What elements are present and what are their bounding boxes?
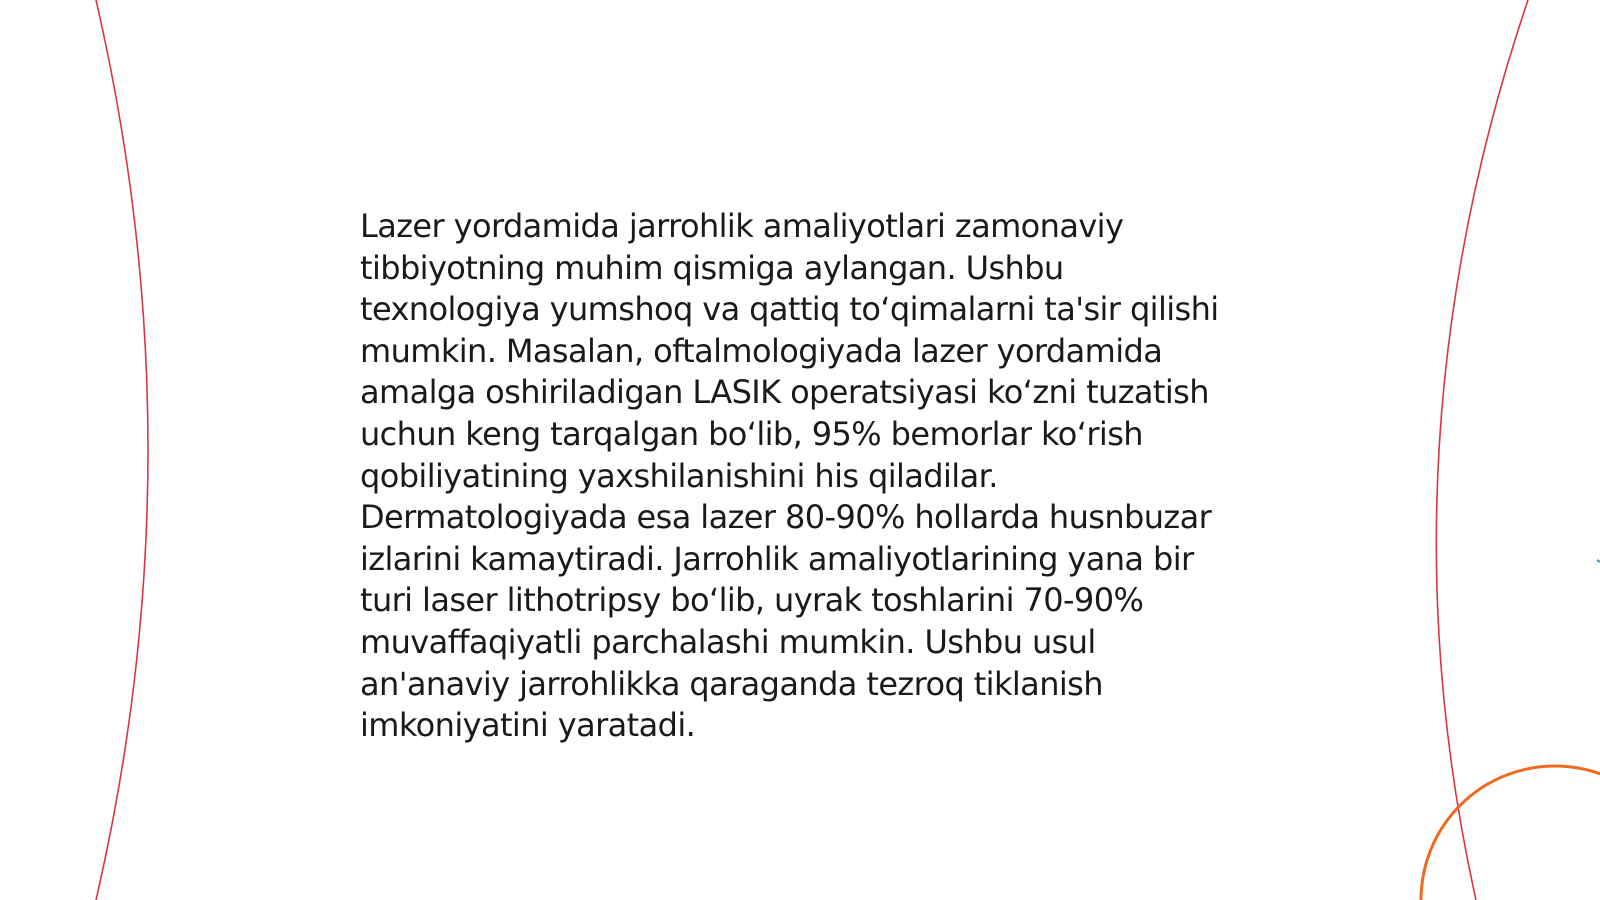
slide-body-text: Lazer yordamida jarrohlik amaliyotlari zamonaviy tibbiyotning muhim qismiga aylangan. Ushbu texnologiya yumshoq va qattiq to‘qimalarni ta'sir qilishi mumkin. Masalan, oftalmologiyada lazer yordamida amalga oshiriladigan LASIK operatsiyasi ko‘zni tuzatish uchun keng tarqalgan bo‘lib, 95% bemorlar ko‘rish qobiliyatining yaxshilanishini his qiladilar. Dermatologiyada esa lazer 80-90% hollarda husnbuzar izlarini kamaytiradi. Jarrohlik amaliyotlarining yana bir turi laser lithotripsy bo‘lib, uyrak toshlarini 70-90% muvaffaqiyatli parchalashi mumkin. Ushbu usul an'anaviy jarrohlikka qaraganda tezroq tiklanish imkoniyatini yaratadi. (360, 207, 1219, 745)
corner-circle-decoration (1421, 766, 1600, 900)
right-arc-decoration (1436, 0, 1528, 900)
left-arc-decoration (96, 0, 148, 900)
